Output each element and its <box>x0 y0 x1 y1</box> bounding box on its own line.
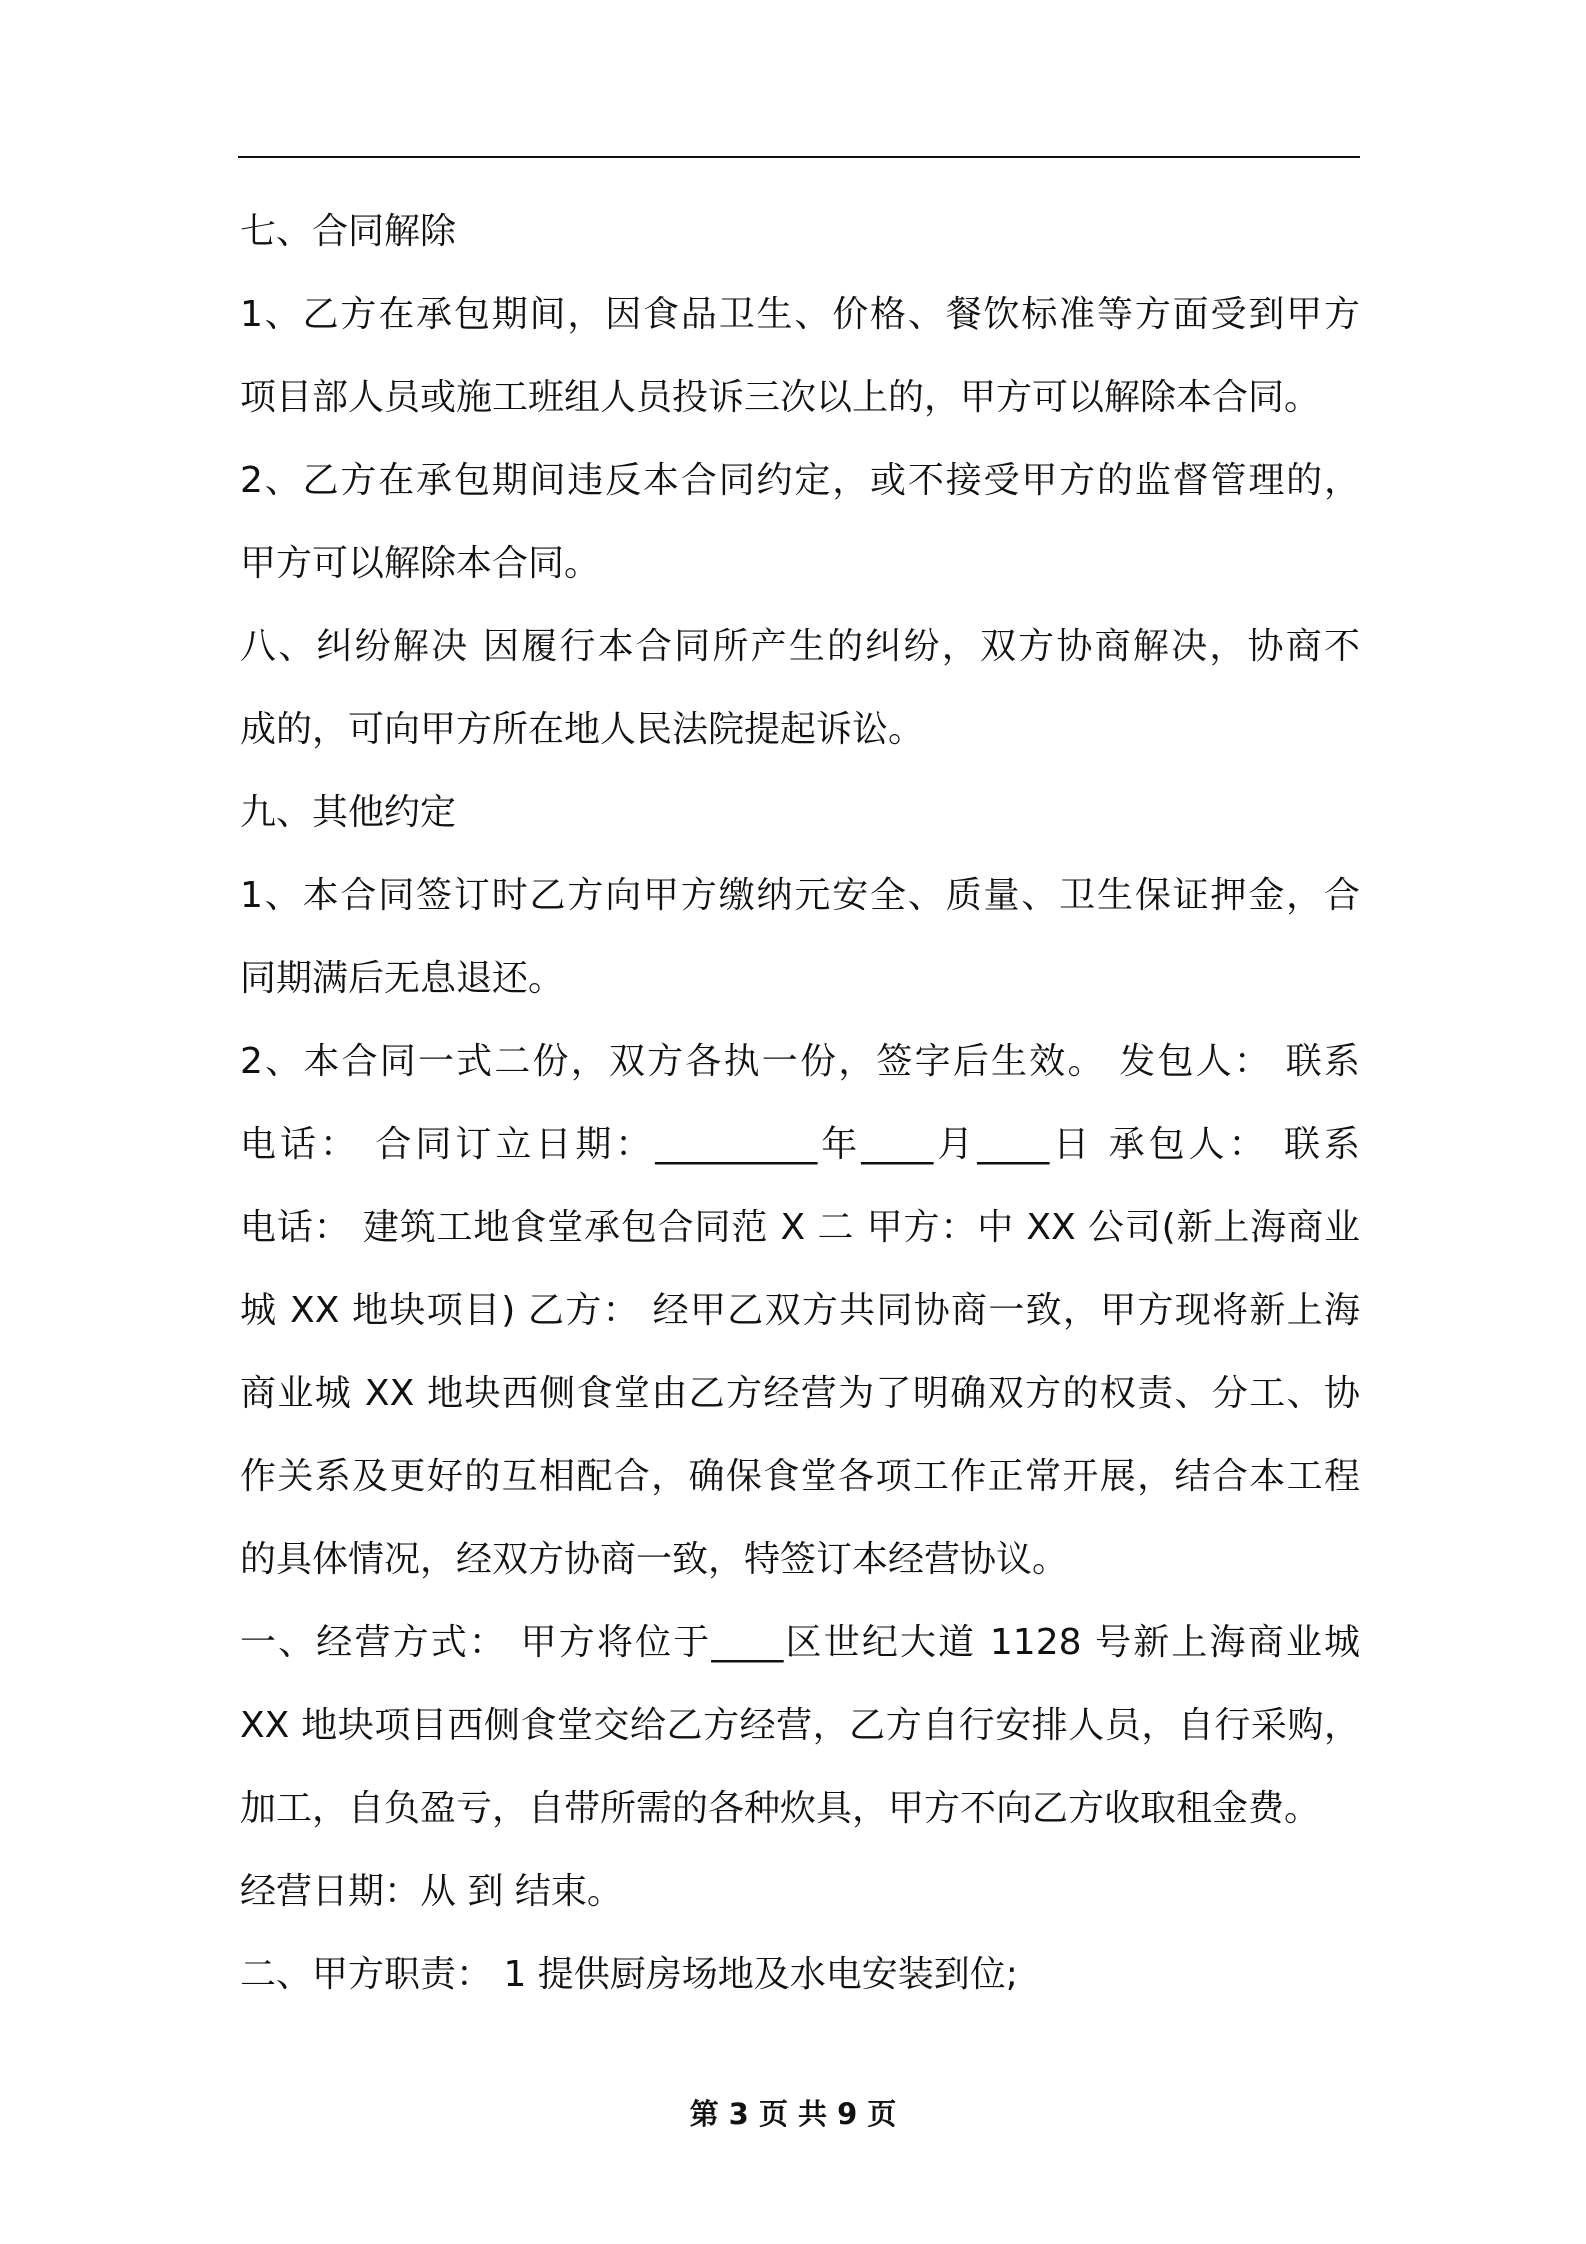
text-line: 电话： 合同订立日期：_________年____月____日 承包人： 联系 <box>240 1124 1360 1165</box>
page-number-footer: 第 3 页 共 9 页 <box>689 2097 897 2131</box>
text-line: 项目部人员或施工班组人员投诉三次以上的，甲方可以解除本合同。 <box>240 377 1321 418</box>
section-heading: 七、合同解除 <box>240 211 457 252</box>
text-line: 1、本合同签订时乙方向甲方缴纳元安全、质量、卫生保证押金，合 <box>240 875 1360 916</box>
text-line: 2、乙方在承包期间违反本合同约定，或不接受甲方的监督管理的， <box>240 460 1360 501</box>
text-line: 甲方可以解除本合同。 <box>240 543 601 584</box>
section-heading: 二、甲方职责： 1 提供厨房场地及水电安装到位; <box>240 1954 1018 1995</box>
text-line: 的具体情况，经双方协商一致，特签订本经营协议。 <box>240 1539 1069 1580</box>
text-line: 八、纠纷解决 因履行本合同所产生的纠纷，双方协商解决，协商不 <box>240 626 1360 667</box>
text-line: XX 地块项目西侧食堂交给乙方经营，乙方自行安排人员，自行采购， <box>240 1705 1360 1746</box>
text-line: 商业城 XX 地块西侧食堂由乙方经营为了明确双方的权责、分工、协 <box>240 1373 1360 1414</box>
text-line: 2、本合同一式二份，双方各执一份，签字后生效。 发包人： 联系 <box>240 1041 1360 1082</box>
text-line: 城 XX 地块项目) 乙方： 经甲乙双方共同协商一致，甲方现将新上海 <box>240 1290 1360 1331</box>
text-line: 1、乙方在承包期间，因食品卫生、价格、餐饮标准等方面受到甲方 <box>240 294 1360 335</box>
text-line: 成的，可向甲方所在地人民法院提起诉讼。 <box>240 709 925 750</box>
section-heading: 九、其他约定 <box>240 792 457 833</box>
text-line: 加工，自负盈亏，自带所需的各种炊具，甲方不向乙方收取租金费。 <box>240 1788 1321 1829</box>
text-line: 一、经营方式： 甲方将位于____区世纪大道 1128 号新上海商业城 <box>240 1622 1360 1663</box>
text-line: 作关系及更好的互相配合，确保食堂各项工作正常开展，结合本工程 <box>240 1456 1360 1497</box>
header-rule <box>238 156 1360 158</box>
text-line: 电话： 建筑工地食堂承包合同范 X 二 甲方：中 XX 公司(新上海商业 <box>240 1207 1360 1248</box>
text-line: 经营日期：从 到 结束。 <box>240 1871 623 1912</box>
text-line: 同期满后无息退还。 <box>240 958 565 999</box>
document-body <box>240 190 1360 2016</box>
